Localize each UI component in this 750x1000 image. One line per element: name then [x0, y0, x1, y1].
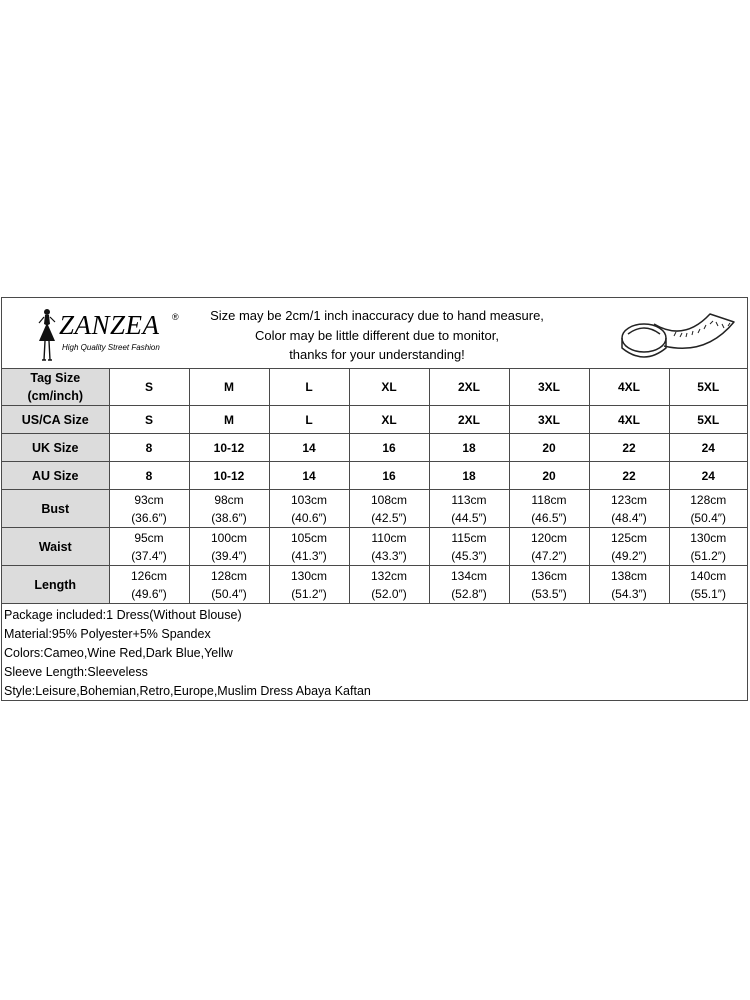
size-cell [109, 566, 189, 604]
cell-value: M [224, 380, 234, 394]
size-cell [589, 434, 669, 462]
cell-value-inch: (49.2″) [611, 548, 647, 563]
cell-value: S [144, 412, 153, 427]
size-cell [429, 566, 509, 604]
cell-value: 18 [462, 440, 476, 455]
product-details [2, 604, 747, 701]
cell-value: 5XL [697, 412, 720, 427]
cell-value-inch: (47.2″) [531, 548, 567, 563]
row-label-line: Tag Size [30, 371, 81, 385]
size-row [2, 462, 747, 490]
cell-value: 123cm [610, 492, 648, 507]
cell-value: 2XL [457, 380, 480, 394]
size-cell [269, 406, 349, 434]
cell-value: 132cm [370, 568, 408, 583]
size-cell [189, 462, 269, 490]
size-cell [109, 406, 189, 434]
size-cell [109, 369, 189, 406]
cell-value: 3XL [537, 412, 560, 427]
size-cell [189, 406, 269, 434]
size-cell [269, 369, 349, 406]
cell-value: 20 [542, 440, 556, 455]
cell-value-inch: (46.5″) [531, 510, 567, 525]
size-cell [589, 406, 669, 434]
size-cell [269, 490, 349, 528]
size-cell [109, 528, 189, 566]
cell-value: 126cm [130, 568, 168, 583]
size-cell [589, 462, 669, 490]
cell-value: 130cm [690, 530, 727, 545]
size-cell [509, 462, 589, 490]
detail-colors: Colors:Cameo,Wine Red,Dark Blue,Yellw [4, 646, 233, 660]
cell-value-inch: (54.3″) [611, 586, 647, 601]
size-cell [269, 566, 349, 604]
size-row [2, 528, 747, 566]
row-label-line: Length [34, 577, 77, 592]
row-label [2, 369, 109, 406]
size-cell [189, 566, 269, 604]
cell-value-inch: (40.6″) [291, 510, 327, 525]
size-chart-header [2, 298, 747, 369]
size-cell [669, 406, 747, 434]
cell-value: 2XL [457, 412, 480, 427]
notice-line: Color may be little different due to monitor, [255, 327, 499, 343]
row-label-line: Waist [38, 539, 72, 554]
brand-tagline: High Quality Street Fashion [62, 343, 160, 352]
size-row [2, 369, 747, 406]
cell-value-inch: (44.5″) [451, 510, 487, 525]
cell-value: 8 [145, 468, 153, 483]
cell-value: 16 [382, 468, 396, 483]
cell-value: 4XL [617, 380, 640, 394]
size-cell [269, 462, 349, 490]
size-cell [189, 369, 269, 406]
cell-value: 130cm [290, 568, 328, 583]
size-cell [669, 462, 747, 490]
row-label [2, 462, 109, 490]
notice-line: Size may be 2cm/1 inch inaccuracy due to hand measure, [210, 308, 544, 323]
cell-value-inch: (52.0″) [371, 586, 407, 601]
size-cell [509, 528, 589, 566]
size-cell [189, 490, 269, 528]
size-cell [509, 406, 589, 434]
size-cell [669, 490, 747, 528]
cell-value: XL [381, 412, 397, 427]
size-cell [269, 528, 349, 566]
size-cell [669, 528, 747, 566]
cell-value: 125cm [610, 530, 648, 545]
size-cell [349, 369, 429, 406]
size-cell [269, 434, 349, 462]
size-cell [349, 566, 429, 604]
cell-value: 3XL [537, 380, 560, 394]
row-label-line: US/CA Size [21, 412, 89, 427]
size-cell [349, 528, 429, 566]
cell-value-inch: (39.4″) [211, 548, 247, 563]
size-cell [189, 434, 269, 462]
row-label [2, 434, 109, 462]
cell-value: M [224, 412, 234, 427]
cell-value: 22 [622, 440, 636, 455]
cell-value-inch: (43.3″) [371, 548, 407, 563]
cell-value: 93cm [134, 492, 164, 507]
cell-value: L [305, 412, 313, 427]
size-cell [349, 462, 429, 490]
cell-value: 138cm [610, 568, 648, 583]
cell-value: L [305, 380, 313, 394]
size-cell [589, 490, 669, 528]
cell-value-inch: (51.2″) [291, 586, 327, 601]
size-cell [669, 369, 747, 406]
cell-value: 100cm [210, 530, 248, 545]
cell-value-inch: (50.4″) [690, 510, 727, 525]
size-row [2, 406, 747, 434]
size-cell [589, 528, 669, 566]
cell-value-inch: (36.6″) [131, 510, 167, 525]
cell-value-inch: (55.1″) [690, 586, 727, 601]
size-cell [509, 369, 589, 406]
cell-value: 14 [302, 440, 316, 455]
cell-value-inch: (45.3″) [451, 548, 487, 563]
size-cell [509, 490, 589, 528]
size-cell [429, 369, 509, 406]
cell-value: 8 [145, 440, 153, 455]
cell-value: 103cm [290, 492, 328, 507]
size-cell [429, 490, 509, 528]
cell-value: 14 [302, 468, 316, 483]
cell-value: S [144, 380, 153, 394]
cell-value: 95cm [134, 530, 164, 545]
cell-value: 113cm [451, 492, 487, 507]
cell-value-inch: (37.4″) [131, 548, 167, 563]
cell-value: 120cm [530, 530, 568, 545]
cell-value: 128cm [210, 568, 248, 583]
size-cell [429, 528, 509, 566]
cell-value: 24 [701, 468, 715, 483]
cell-value: 22 [622, 468, 636, 483]
row-label [2, 566, 109, 604]
size-cell [589, 566, 669, 604]
row-label [2, 528, 109, 566]
size-row [2, 490, 747, 528]
brand-logo [32, 306, 192, 362]
size-cell [109, 462, 189, 490]
row-label-line: (cm/inch) [27, 389, 84, 403]
size-table [2, 369, 747, 604]
cell-value: 5XL [697, 380, 720, 394]
cell-value: 115cm [451, 530, 487, 545]
detail-style: Style:Leisure,Bohemian,Retro,Europe,Muslim Dress Abaya Kaftan [4, 684, 371, 698]
cell-value: 140cm [690, 568, 727, 583]
size-row [2, 566, 747, 604]
cell-value: 128cm [690, 492, 727, 507]
size-cell [509, 434, 589, 462]
cell-value-inch: (41.3″) [291, 548, 327, 563]
size-cell [429, 462, 509, 490]
row-label-line: AU Size [31, 468, 79, 483]
row-label-line: UK Size [31, 440, 79, 455]
size-cell [109, 490, 189, 528]
size-cell [349, 490, 429, 528]
cell-value: 98cm [214, 492, 244, 507]
size-cell [109, 434, 189, 462]
cell-value: 4XL [617, 412, 640, 427]
cell-value: 10-12 [213, 468, 245, 483]
size-cell [349, 406, 429, 434]
cell-value: 134cm [450, 568, 488, 583]
brand-name: ZANZEA [59, 310, 160, 340]
detail-sleeve: Sleeve Length:Sleeveless [4, 665, 148, 679]
row-label [2, 490, 109, 528]
cell-value-inch: (52.8″) [451, 586, 487, 601]
cell-value-inch: (50.4″) [211, 586, 247, 601]
cell-value: 18 [462, 468, 476, 483]
cell-value: 108cm [370, 492, 408, 507]
cell-value: 105cm [290, 530, 328, 545]
row-label-line: Bust [41, 501, 70, 516]
size-cell [429, 406, 509, 434]
cell-value-inch: (49.6″) [131, 586, 167, 601]
cell-value: 10-12 [213, 440, 245, 455]
row-label [2, 406, 109, 434]
cell-value: 16 [382, 440, 396, 455]
cell-value-inch: (42.5″) [371, 510, 407, 525]
size-cell [189, 528, 269, 566]
size-cell [429, 434, 509, 462]
cell-value-inch: (53.5″) [531, 586, 567, 601]
cell-value: XL [381, 380, 397, 394]
cell-value: 24 [701, 440, 715, 455]
notice-line: thanks for your understanding! [289, 347, 465, 362]
size-chart [1, 297, 748, 701]
measurement-notice [197, 306, 557, 365]
measuring-tape-icon [614, 302, 740, 364]
size-cell [669, 566, 747, 604]
cell-value-inch: (51.2″) [690, 548, 727, 563]
registered-mark: ® [172, 312, 179, 322]
size-cell [509, 566, 589, 604]
cell-value: 20 [542, 468, 556, 483]
cell-value: 136cm [530, 568, 568, 583]
cell-value: 110cm [371, 530, 407, 545]
cell-value-inch: (38.6″) [211, 510, 247, 525]
cell-value-inch: (48.4″) [611, 510, 647, 525]
size-cell [349, 434, 429, 462]
detail-material: Material:95% Polyester+5% Spandex [4, 627, 211, 641]
size-cell [589, 369, 669, 406]
size-cell [669, 434, 747, 462]
detail-package: Package included:1 Dress(Without Blouse) [4, 608, 242, 622]
cell-value: 118cm [531, 492, 567, 507]
size-row [2, 434, 747, 462]
fashion-figure-icon [37, 308, 57, 362]
